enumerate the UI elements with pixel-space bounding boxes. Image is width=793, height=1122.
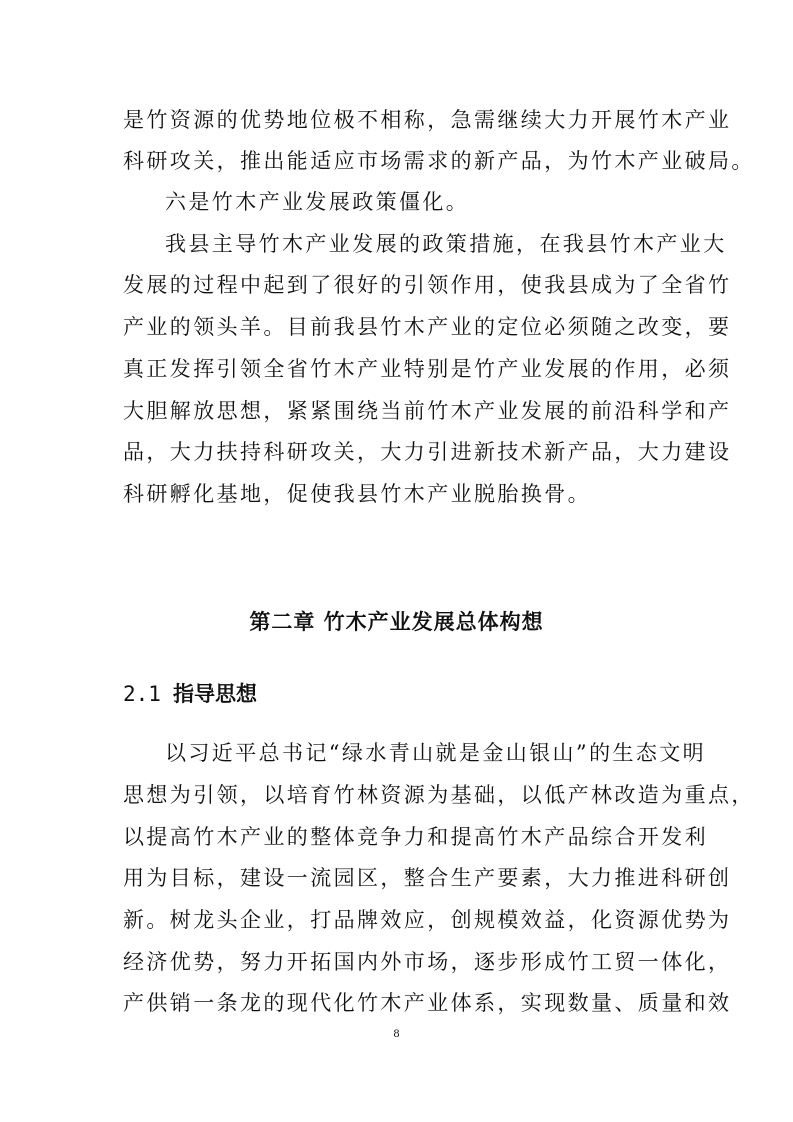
text-line: 真正发挥引领全省竹木产业特别是竹产业发展的作用，必须 [123,357,732,381]
text-line: 我县主导竹木产业发展的政策措施，在我县竹木产业大 [165,232,727,256]
chapter-title: 第二章 竹木产业发展总体构想 [249,610,544,634]
text-line: 经济优势，努力开拓国内外市场，逐步形成竹工贸一体化， [123,950,732,974]
text-line: 品，大力扶持科研攻关，大力引进新技术新产品，大力建设 [123,440,732,464]
text-line: 科研孵化基地，促使我县竹木产业脱胎换骨。 [123,482,591,506]
text-line: 发展的过程中起到了很好的引领作用，使我县成为了全省竹 [123,273,732,297]
text-line: 以提高竹木产业的整体竞争力和提高竹木产品综合开发利 [123,825,708,849]
text-line: 产供销一条龙的现代化竹木产业体系，实现数量、质量和效 [123,991,732,1015]
problem-subheading: 六是竹木产业发展政策僵化。 [165,190,470,214]
text-line: 大胆解放思想，紧紧围绕当前竹木产业发展的前沿科学和产 [123,399,732,423]
section-number: 2.1 [123,682,161,706]
section-title: 指导思想 [173,682,257,706]
text-line: 思想为引领，以培育竹林资源为基础，以低产林改造为重点， [123,783,755,807]
text-line: 产业的领头羊。目前我县竹木产业的定位必须随之改变，要 [123,315,732,339]
section-heading [123,680,257,708]
text-line: 是竹资源的优势地位极不相称，急需继续大力开展竹木产业 [123,108,732,132]
text-line: 以习近平总书记“绿水青山就是金山银山”的生态文明 [165,741,707,765]
page-number: 8 [393,1026,400,1040]
text-line: 科研攻关，推出能适应市场需求的新产品，为竹木产业破局。 [123,149,755,173]
text-line: 用为目标，建设一流园区，整合生产要素，大力推进科研创 [123,866,732,890]
text-line: 新。树龙头企业，打品牌效应，创规模效益，化资源优势为 [123,908,732,932]
